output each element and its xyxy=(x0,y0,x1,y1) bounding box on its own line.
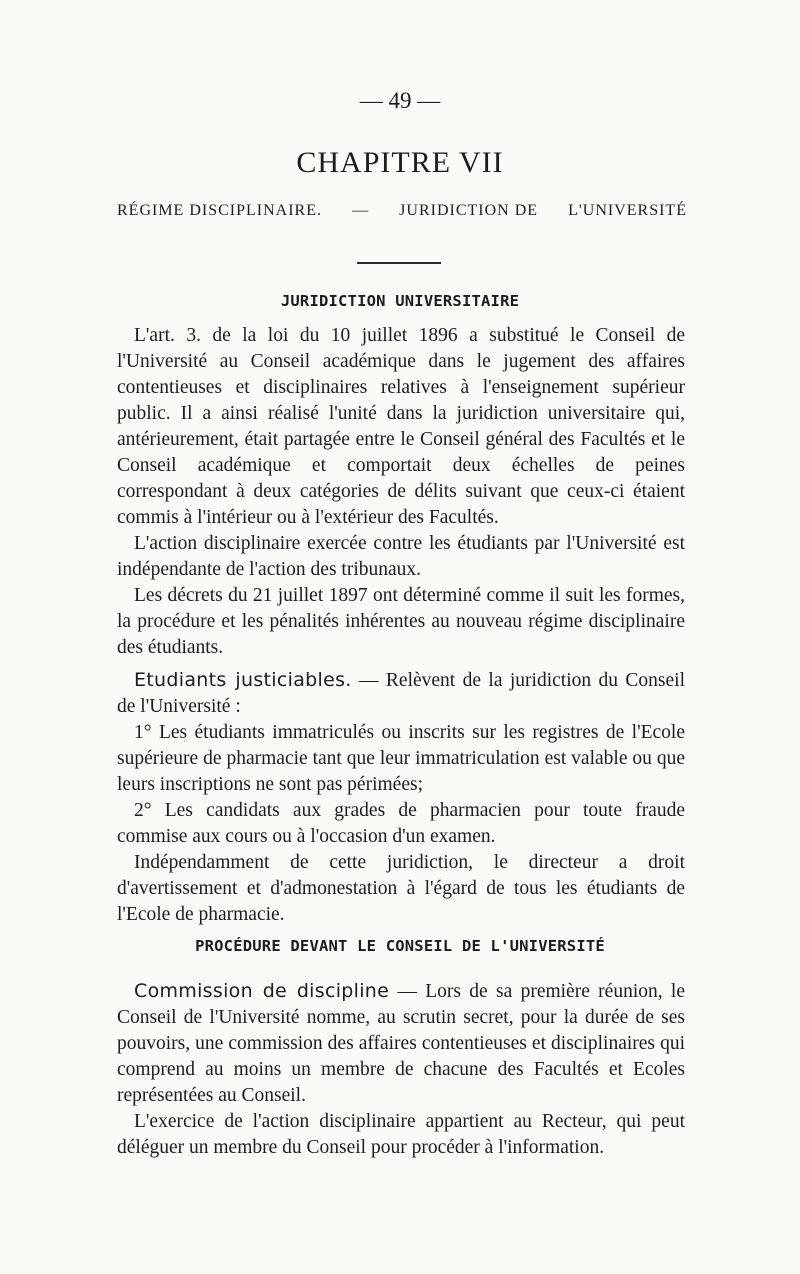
paragraph: Indépendamment de cette juridiction, le directeur a droit d'avertissement et d'admonestation à l'égard de tous les étudiants de l'Ecole de pharmacie. xyxy=(117,852,685,925)
paragraph: L'action disciplinaire exercée contre les étudiants par l'Université est indépendante de l'action des tribunaux. xyxy=(117,533,685,580)
chapter-subtitle xyxy=(117,202,687,220)
paragraph: L'exercice de l'action disciplinaire appartient au Recteur, qui peut déléguer un membre du Conseil pour procéder à l'information. xyxy=(117,1111,685,1158)
commission-text: — Lors de sa première réunion, le Conseil de l'Université nomme, au scrutin secret, pour la durée de ses pouvoirs, une commission des affaires contentieuses et disciplinaires qui comprend au moins un membre de chacune des Facultés et Ecoles représentées au Conseil. xyxy=(117,981,685,1106)
section-heading-procedure: PROCÉDURE DEVANT LE CONSEIL DE L'UNIVERSITÉ xyxy=(195,937,605,955)
section1-body xyxy=(117,323,685,928)
subtitle-right: L'UNIVERSITÉ xyxy=(568,202,687,219)
subtitle-left: RÉGIME DISCIPLINAIRE. xyxy=(117,202,322,219)
justiciables-text: — Relèvent de la juridiction du Conseil de l'Université : xyxy=(117,670,686,717)
subtitle-mid: JURIDICTION DE xyxy=(399,202,539,219)
justiciables-paragraph xyxy=(117,667,685,720)
list-item: 1° Les étudiants immatriculés ou inscrits sur les registres de l'Ecole supérieure de pharmacie tant que leur immatriculation est valable ou que leurs inscriptions ne sont pas périmées; xyxy=(117,722,685,795)
paragraph: L'art. 3. de la loi du 10 juillet 1896 a substitué le Conseil de l'Université au Conseil académique dans le jugement des affaires contentieuses et disciplinaires relatives à l'enseignement supérieur public. Il a ainsi réalisé l'unité dans la juridiction universitaire qui, antérieurement, était partagée entre le Conseil général des Facultés et le Conseil académique et comportait deux échelles de peines correspondant à deux catégories de délits suivant que ceux-ci étaient commis à l'intérieur ou à l'extérieur des Facultés. xyxy=(117,325,685,528)
section2-body xyxy=(117,978,685,1161)
commission-paragraph xyxy=(117,978,685,1109)
chapter-title: CHAPITRE VII xyxy=(296,146,504,179)
subtitle-dash: — xyxy=(352,202,370,219)
list-item: 2° Les candidats aux grades de pharmacien pour toute fraude commise aux cours ou à l'occasion d'un examen. xyxy=(117,800,685,847)
section-heading-juridiction: JURIDICTION UNIVERSITAIRE xyxy=(280,292,520,310)
paragraph: Les décrets du 21 juillet 1897 ont déterminé comme il suit les formes, la procédure et les pénalités inhérentes au nouveau régime disciplinaire des étudiants. xyxy=(117,585,685,658)
commission-lead: Commission de discipline xyxy=(134,980,390,1002)
page-number: — 49 — xyxy=(359,88,441,113)
justiciables-lead: Etudiants justiciables. xyxy=(134,669,352,691)
section-divider xyxy=(357,262,441,264)
